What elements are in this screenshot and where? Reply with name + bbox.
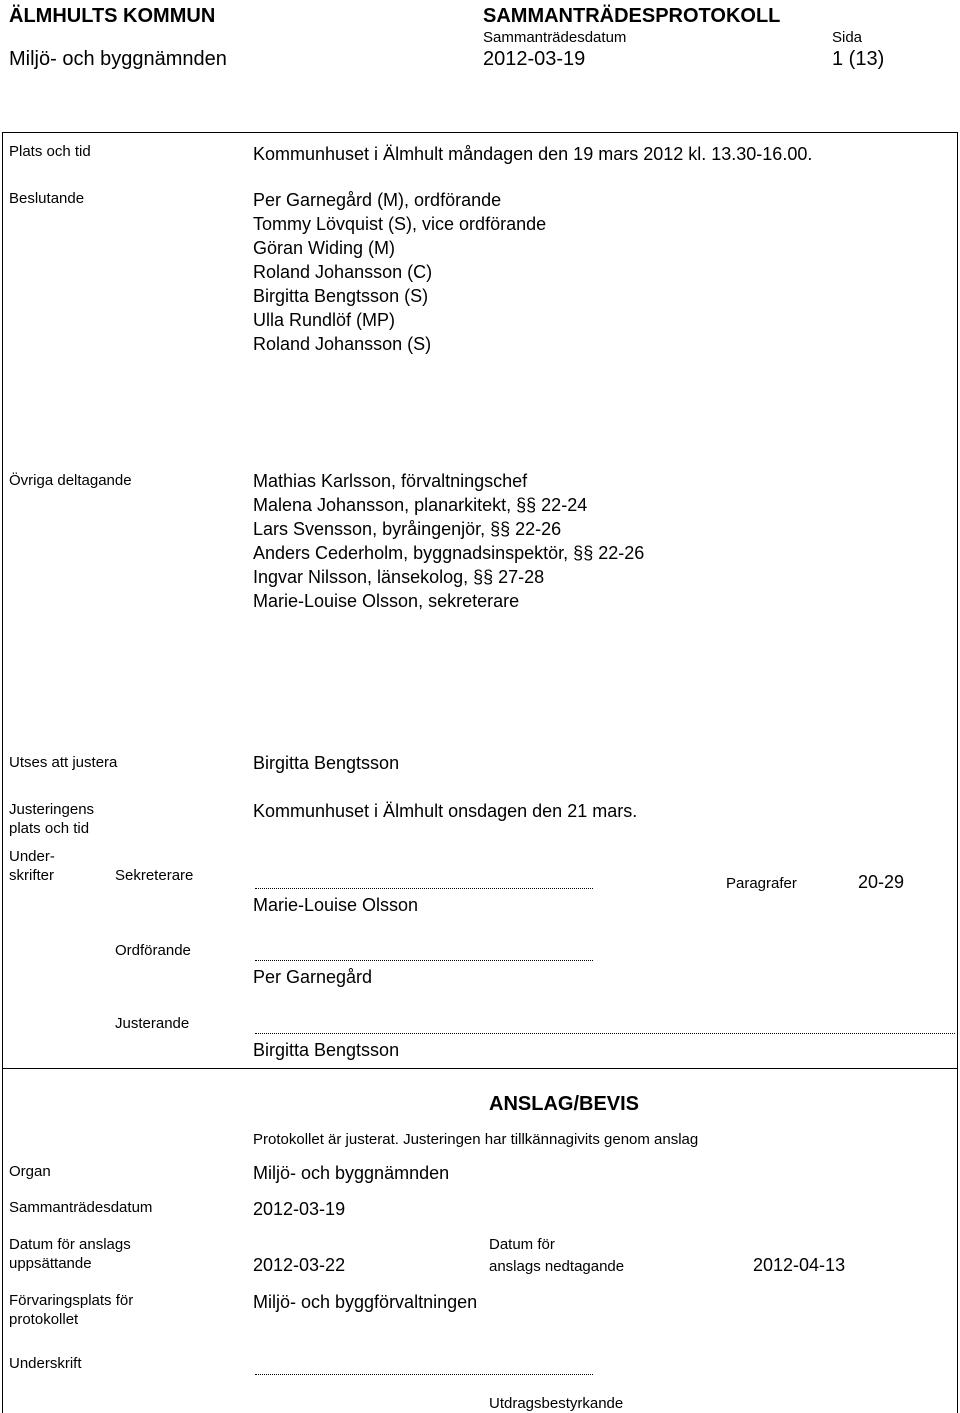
paragraphs-label: Paragrafer [726,875,797,892]
deciding-member: Roland Johansson (C) [253,262,433,282]
notice-meeting-date: 2012-03-19 [253,1199,346,1219]
municipality-name: ÄLMHULTS KOMMUN [9,5,216,27]
others-list [253,469,644,613]
participant: Mathias Karlsson, förvaltningschef [253,471,528,491]
participant: Anders Cederholm, byggnadsinspektör, §§ 22-26 [253,543,645,563]
page-number: 1 (13) [832,48,885,70]
others-label: Övriga deltagande [9,472,132,489]
storage-label-line2: protokollet [9,1311,79,1328]
deciding-member: Ulla Rundlöf (MP) [253,310,396,330]
deciding-member: Roland Johansson (S) [253,334,432,354]
deciding-member: Per Garnegård (M), ordförande [253,190,502,210]
signatures-label-line1: Under- [9,848,55,865]
frame-right-line [957,132,958,1413]
posted-date: 2012-03-22 [253,1255,346,1275]
deciding-member: Göran Widing (M) [253,238,396,258]
deciding-member: Birgitta Bengtsson (S) [253,286,429,306]
participant: Malena Johansson, planarkitekt, §§ 22-24 [253,495,588,515]
posted-date-label-line2: uppsättande [9,1255,92,1272]
adjuster-role: Justerande [115,1015,190,1032]
chair-role: Ordförande [115,942,191,959]
deciding-list [253,188,546,356]
document-type: SAMMANTRÄDESPROTOKOLL [483,5,781,27]
participant: Marie-Louise Olsson, sekreterare [253,591,520,611]
organ-label: Organ [9,1163,51,1180]
secretary-signature-line [255,888,593,889]
certified-label: Utdragsbestyrkande [489,1395,624,1412]
storage-label-line1: Förvaringsplats för [9,1292,134,1309]
notice-divider [2,1068,958,1069]
adjuster-signature-name: Birgitta Bengtsson [253,1040,400,1060]
notice-signature-line [255,1374,593,1375]
adjust-place-label-line1: Justeringens [9,801,95,818]
page-label: Sida [832,29,863,46]
adjust-place-value: Kommunhuset i Älmhult onsdagen den 21 mars. [253,801,638,821]
place-time-value: Kommunhuset i Älmhult måndagen den 19 mars 2012 kl. 13.30-16.00. [253,144,813,164]
meeting-date: 2012-03-19 [483,48,586,70]
removed-date-label-line1: Datum för [489,1236,555,1253]
notice-signature-label: Underskrift [9,1355,82,1372]
secretary-role: Sekreterare [115,867,194,884]
paragraphs-value: 20-29 [858,872,905,892]
notice-title: ANSLAG/BEVIS [489,1093,640,1115]
date-label: Sammanträdesdatum [483,29,627,46]
secretary-name: Marie-Louise Olsson [253,895,419,915]
chair-name: Per Garnegård [253,967,373,987]
adjuster-label: Utses att justera [9,754,118,771]
place-time-label: Plats och tid [9,143,91,160]
deciding-member: Tommy Lövquist (S), vice ordförande [253,214,547,234]
chair-signature-line [255,960,593,961]
organ-value: Miljö- och byggnämnden [253,1163,450,1183]
adjuster-signature-line [255,1033,955,1034]
frame-left-line [2,132,3,1413]
frame-top-line [2,132,958,133]
adjuster-value: Birgitta Bengtsson [253,753,400,773]
notice-statement: Protokollet är justerat. Justeringen har tillkännagivits genom anslag [253,1131,699,1148]
participant: Ingvar Nilsson, länsekolog, §§ 27-28 [253,567,545,587]
adjust-place-label-line2: plats och tid [9,820,90,837]
committee-name: Miljö- och byggnämnden [9,48,227,70]
removed-date-label-line2: anslags nedtagande [489,1258,625,1275]
deciding-label: Beslutande [9,190,85,207]
storage-value: Miljö- och byggförvaltningen [253,1292,478,1312]
removed-date: 2012-04-13 [753,1255,846,1275]
signatures-label-line2: skrifter [9,867,54,884]
posted-date-label-line1: Datum för anslags [9,1236,131,1253]
notice-meeting-date-label: Sammanträdesdatum [9,1199,153,1216]
participant: Lars Svensson, byråingenjör, §§ 22-26 [253,519,562,539]
